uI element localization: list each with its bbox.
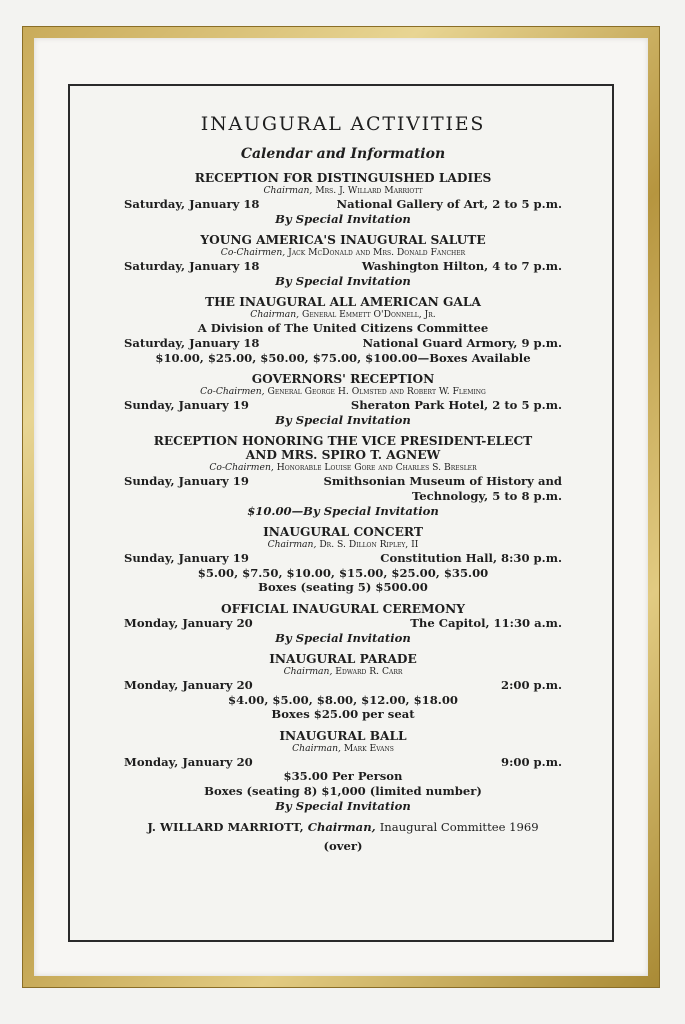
event-place: Constitution Hall, 8:30 p.m. bbox=[380, 551, 562, 566]
footer-name: J. WILLARD MARRIOTT, bbox=[147, 820, 304, 835]
footer-committee: Inaugural Committee 1969 bbox=[379, 820, 539, 835]
chair-names: Dr. S. Dillon Ripley, II bbox=[319, 539, 419, 551]
event-place: Washington Hilton, 4 to 7 p.m. bbox=[361, 259, 562, 274]
event-official-ceremony bbox=[124, 602, 562, 645]
event-young-america bbox=[124, 233, 562, 288]
event-date: Saturday, January 18 bbox=[124, 259, 260, 274]
event-note: By Special Invitation bbox=[275, 630, 411, 645]
event-date-row bbox=[124, 755, 562, 770]
event-title: OFFICIAL INAUGURAL CEREMONY bbox=[220, 601, 465, 616]
chair-role: Chairman, bbox=[292, 742, 341, 754]
chair-names: General George H. Olmsted and Robert W. Fleming bbox=[267, 386, 486, 398]
event-all-american-gala bbox=[124, 295, 562, 365]
event-title: INAUGURAL CONCERT bbox=[263, 525, 423, 540]
event-note: By Special Invitation bbox=[275, 412, 411, 427]
event-date: Sunday, January 19 bbox=[124, 474, 249, 489]
event-distinguished-ladies bbox=[124, 171, 562, 226]
event-date-row bbox=[124, 678, 562, 693]
event-place: Sheraton Park Hotel, 2 to 5 p.m. bbox=[350, 398, 562, 413]
event-date-row bbox=[124, 474, 562, 503]
event-prices: $10.00, $25.00, $50.00, $75.00, $100.00—Boxes Available bbox=[155, 350, 531, 365]
event-title: THE INAUGURAL ALL AMERICAN GALA bbox=[205, 295, 481, 310]
event-title: INAUGURAL BALL bbox=[279, 728, 407, 743]
page-subtitle: Calendar and Information bbox=[240, 146, 446, 162]
event-title: RECEPTION FOR DISTINGUISHED LADIES bbox=[194, 171, 492, 185]
chair-names: Honorable Louise Gore and Charles S. Bresler bbox=[276, 462, 477, 474]
event-chair bbox=[124, 743, 562, 755]
footer-role: Chairman, bbox=[307, 820, 376, 835]
event-governors-reception bbox=[124, 372, 562, 427]
event-title: YOUNG AMERICA'S INAUGURAL SALUTE bbox=[200, 233, 486, 248]
event-date-row bbox=[124, 197, 562, 212]
event-note: By Special Invitation bbox=[275, 211, 411, 226]
chair-role: Chairman, bbox=[250, 309, 300, 321]
event-title: GOVERNORS' RECEPTION bbox=[251, 372, 435, 387]
event-date: Sunday, January 19 bbox=[124, 398, 249, 413]
chair-names: General Emmett O'Donnell, Jr. bbox=[302, 309, 436, 321]
chair-role: Co-Chairmen, bbox=[200, 386, 265, 398]
event-division: A Division of The United Citizens Committee bbox=[197, 321, 489, 336]
program-content bbox=[124, 112, 562, 853]
event-place: The Capitol, 11:30 a.m. bbox=[410, 615, 562, 630]
event-time: 9:00 p.m. bbox=[501, 754, 562, 769]
event-place: National Gallery of Art, 2 to 5 p.m. bbox=[336, 197, 562, 211]
chair-names: Mrs. J. Willard Marriott bbox=[315, 185, 423, 196]
chair-role: Chairman, bbox=[263, 185, 313, 196]
page-title: INAUGURAL ACTIVITIES bbox=[200, 113, 486, 135]
event-title: RECEPTION HONORING THE VICE PRESIDENT-ELECT bbox=[153, 434, 533, 449]
event-inaugural-concert bbox=[124, 525, 562, 595]
event-date-row bbox=[124, 398, 562, 413]
committee-signature bbox=[124, 820, 562, 835]
event-place: National Guard Armory, 9 p.m. bbox=[362, 335, 562, 350]
program-sheet bbox=[68, 84, 614, 942]
event-note: By Special Invitation bbox=[275, 273, 411, 288]
event-chair bbox=[124, 185, 562, 197]
event-inaugural-ball bbox=[124, 729, 562, 813]
chair-role: Chairman, bbox=[267, 539, 317, 551]
event-boxes: Boxes $25.00 per seat bbox=[271, 707, 415, 722]
event-note: $10.00—By Special Invitation bbox=[247, 503, 439, 518]
chair-role: Co-Chairmen, bbox=[220, 247, 286, 259]
over-note: (over) bbox=[323, 838, 363, 853]
event-date-row bbox=[124, 616, 562, 631]
event-place-line2: Technology, 5 to 8 p.m. bbox=[411, 488, 562, 503]
event-date: Monday, January 20 bbox=[124, 678, 253, 693]
event-date-row bbox=[124, 336, 562, 351]
event-date-row bbox=[124, 259, 562, 274]
event-chair bbox=[124, 539, 562, 551]
event-date-row bbox=[124, 551, 562, 566]
event-title-line2: AND MRS. SPIRO T. AGNEW bbox=[245, 448, 441, 463]
chair-role: Co-Chairmen, bbox=[209, 462, 274, 474]
event-prices: $5.00, $7.50, $10.00, $15.00, $25.00, $35.00 bbox=[197, 565, 489, 580]
event-note: By Special Invitation bbox=[275, 798, 411, 813]
chair-role: Chairman, bbox=[283, 666, 333, 678]
event-inaugural-parade bbox=[124, 652, 562, 722]
event-prices: $35.00 Per Person bbox=[283, 769, 403, 784]
event-date: Sunday, January 19 bbox=[124, 551, 249, 566]
event-date: Saturday, January 18 bbox=[124, 335, 260, 350]
event-boxes: Boxes (seating 5) $500.00 bbox=[258, 580, 428, 595]
event-place-line1: Smithsonian Museum of History and bbox=[323, 474, 562, 489]
event-chair bbox=[124, 309, 562, 321]
event-time: 2:00 p.m. bbox=[501, 678, 562, 693]
event-title: INAUGURAL PARADE bbox=[269, 652, 417, 667]
chair-names: Mark Evans bbox=[343, 742, 394, 754]
chair-names: Edward R. Carr bbox=[335, 666, 403, 678]
event-vice-president-reception bbox=[124, 434, 562, 518]
event-chair bbox=[124, 462, 562, 474]
event-date: Monday, January 20 bbox=[124, 615, 253, 630]
event-boxes: Boxes (seating 8) $1,000 (limited number) bbox=[204, 784, 482, 799]
chair-names: Jack McDonald and Mrs. Donald Fancher bbox=[288, 247, 466, 259]
event-prices: $4.00, $5.00, $8.00, $12.00, $18.00 bbox=[228, 692, 458, 707]
event-chair bbox=[124, 666, 562, 678]
event-place bbox=[324, 474, 562, 503]
event-date: Monday, January 20 bbox=[124, 754, 253, 769]
event-chair bbox=[124, 386, 562, 398]
event-chair bbox=[124, 247, 562, 259]
event-date: Saturday, January 18 bbox=[124, 197, 260, 211]
